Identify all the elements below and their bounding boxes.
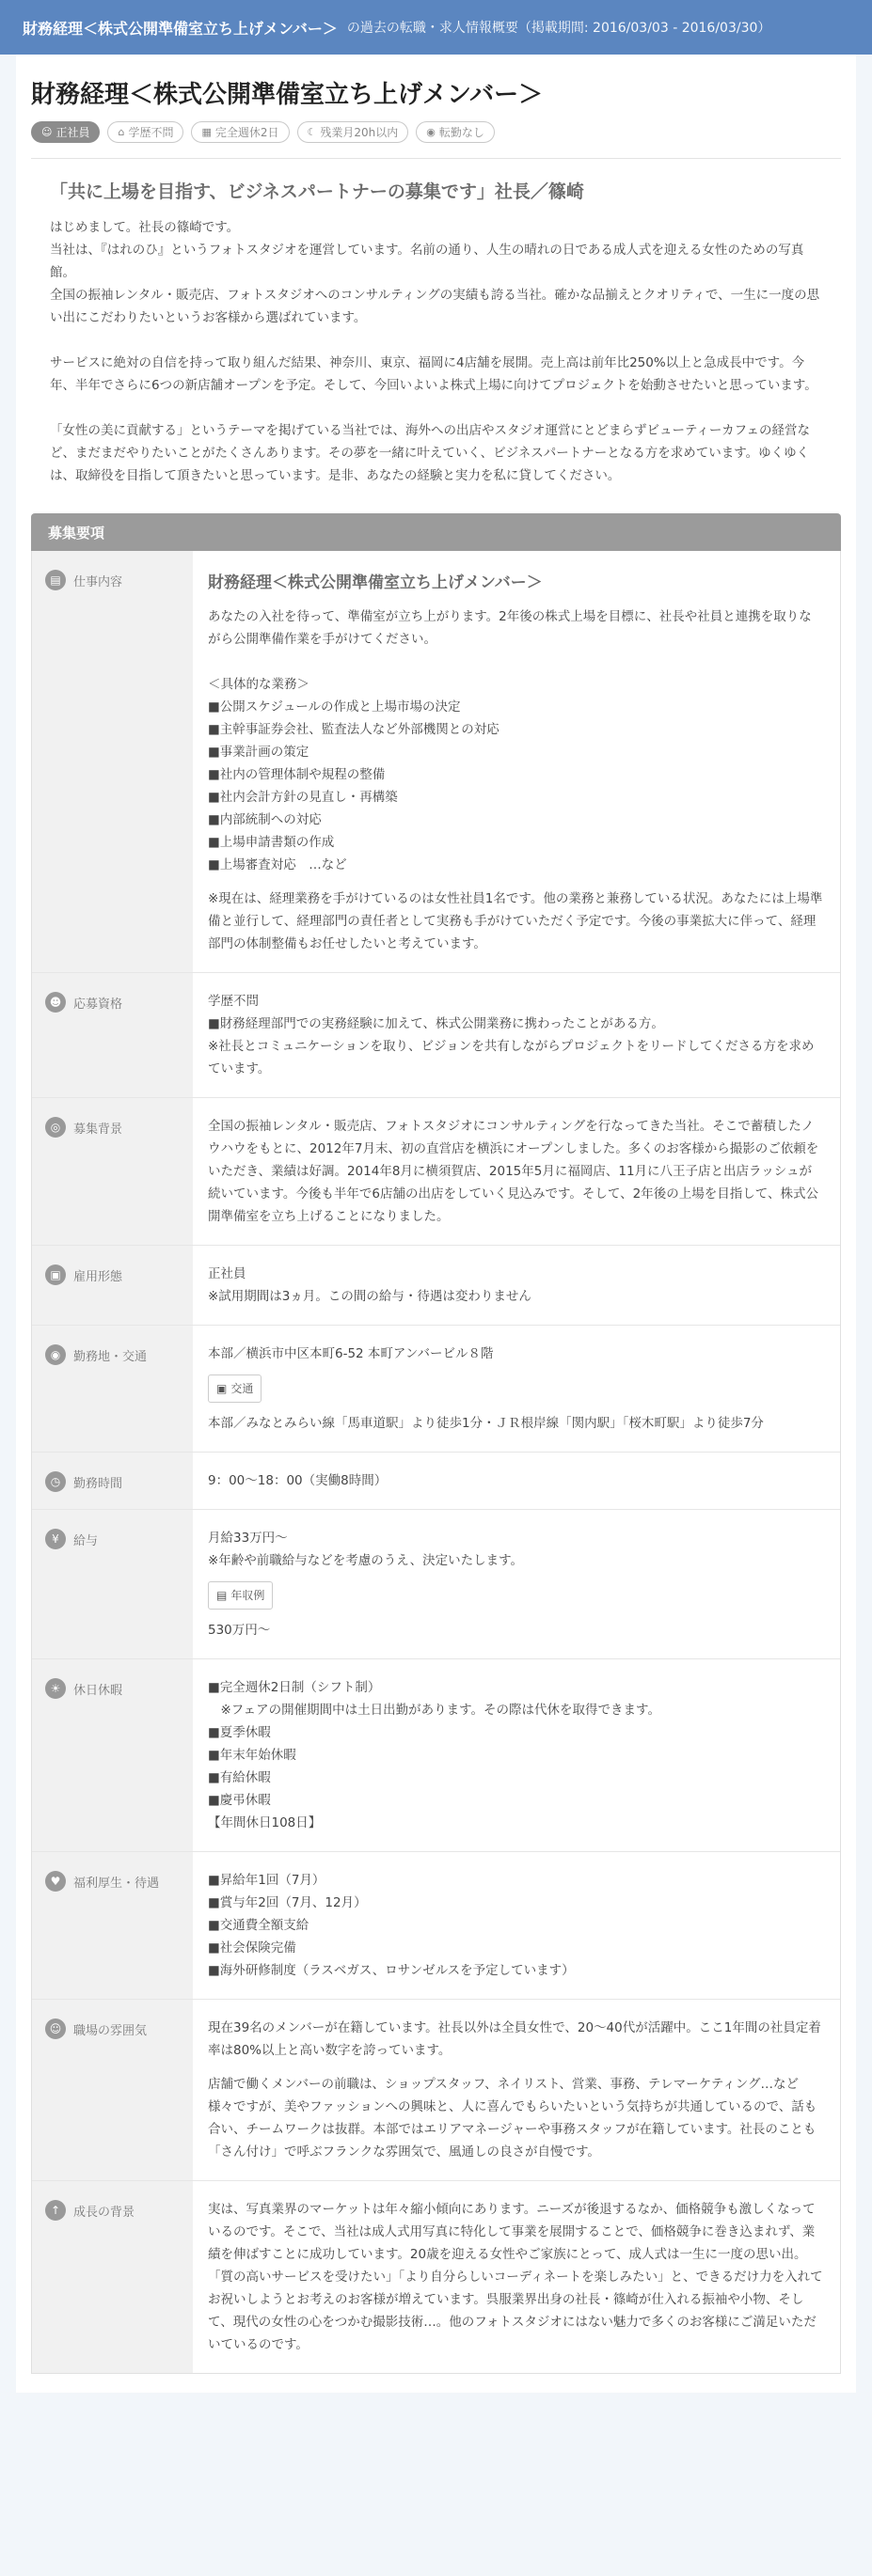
intro-text: はじめまして。社長の篠崎です。 当社は、『はれのひ』というフォトスタジオを運営しています。名前の通り、人生の晴れの日である成人式を迎える女性のための写真館。 全国の振袖レンタル・販売店、フォトスタジオへのコンサルティングの実績も誇る当社。確かな品揃えとクオリティで、一生に一度の思い出にこだわりたいというお客様から選ばれています。 サービスに絶対の自信を持って取り組んだ結果、神奈川、東京、福岡に4店舗を展開。売上高は前年比250%以上と急成長中です。今年、半年でさらに6つの新店舗オープンを予定。そして、今回いよいよ株式上場に向けてプロジェクトを始動させたいと思っています。 「女性の美に貢献する」というテーマを掲げている当社では、海外への出店やスタジオ運営にとどまらずビューティーカフェの経営など、まだまだやりたいことがたくさんあります。その夢を一緒に叶えていく、ビジネスパートナーとなる方を求めています。ゆくゆくは、取締役を目指して頂きたいと思っています。是非、あなたの経験と実力を私に貸してください。 — [50, 220, 820, 483]
heart-icon: ♥ — [45, 1871, 66, 1892]
tag-label: 転勤なし — [438, 126, 484, 139]
work-subtitle: 財務経理＜株式公開準備室立ち上げメンバー＞ — [208, 573, 543, 592]
location-pin-icon: ◉ — [45, 1344, 66, 1365]
tag-full-time — [31, 121, 100, 143]
target-icon: ◎ — [45, 1117, 66, 1138]
tag-holidays — [191, 121, 289, 143]
annual-income-badge — [208, 1581, 273, 1610]
row-label: 雇用形態 — [73, 1270, 123, 1284]
document-icon: ▤ — [216, 1589, 228, 1602]
tag-education — [107, 121, 183, 143]
row-benefits — [32, 1852, 840, 2000]
tag-overtime — [297, 121, 409, 143]
tag-label: 学歴不問 — [128, 126, 174, 139]
row-employment — [32, 1246, 840, 1326]
holidays-text: ■完全週休2日制（シフト制） ※フェアの開催期間中は土日出勤があります。その際は代休を取得できます。 ■夏季休暇 ■年末年始休暇 ■有給休暇 ■慶弔休暇 【年間休日108日】 — [208, 1680, 660, 1830]
page-title: 財務経理＜株式公開準備室立ち上げメンバー＞ — [31, 81, 544, 109]
atmosphere-text-2: 店舗で働くメンバーの前職は、ショップスタッフ、ネイリスト、営業、事務、テレマーケティング…など様々ですが、美やファッションへの興味と、人に喜んでもらいたいという気持ちが共通しているので、話も合い、チームワークは抜群。本部ではエリアマネージャーや事務スタッフが在籍しています。社長のことも「さん付け」で呼ぶフランクな雰囲気で、風通しの良さが自慢です。 — [208, 2077, 817, 2160]
row-qualification — [32, 973, 840, 1098]
row-salary — [32, 1510, 840, 1659]
row-label: 応募資格 — [73, 997, 123, 1012]
qualification-text: 学歴不問 ■財務経理部門での実務経験に加えて、株式公開業務に携わったことがある方。 ※社長とコミュニケーションを取り、ビジョンを共有しながらプロジェクトをリードしてくださる方を求めています。 — [208, 994, 815, 1076]
work-text: あなたの入社を待って、準備室が立ち上がります。2年後の株式上場を目標に、社長や社員と連携を取りながら公開準備作業を手がけてください。 ＜具体的な業務＞ ■公開スケジュールの作成と上場市場の決定 ■主幹事証券会社、監査法人など外部機関との対応 ■事業計画の策定 ■社内の管理体制や規程の整備 ■社内会計方針の見直し・再構築 ■内部統制への対応 ■上場申請書類の作成 ■上場審査対応 …など — [208, 609, 812, 872]
work-note: ※現在は、経理業務を手がけているのは女性社員1名です。他の業務と兼務している状況。あなたには上場準備と並行して、経理部門の責任者として実務も手がけていただく予定です。今後の事業拡大に伴って、経理部門の体制整備もお任せしたいと考えています。 — [208, 891, 823, 951]
yen-icon: ¥ — [45, 1529, 66, 1549]
benefits-text: ■昇給年1回（7月） ■賞与年2回（7月、12月） ■交通費全額支給 ■社会保険完備 ■海外研修制度（ラスベガス、ロサンゼルスを予定しています） — [208, 1873, 575, 1978]
row-growth — [32, 2181, 840, 2373]
atmosphere-text: 現在39名のメンバーが在籍しています。社長以外は全員女性で、20～40代が活躍中。ここ1年間の社員定着率は80%以上と高い数字を誇っています。 — [208, 2020, 821, 2058]
train-icon: ▣ — [216, 1382, 228, 1395]
person-icon: ☻ — [45, 992, 66, 1013]
row-label: 成長の背景 — [73, 2206, 135, 2220]
row-hours — [32, 1453, 840, 1510]
row-label: 勤務地・交通 — [73, 1350, 148, 1364]
tag-label: 残業月20h以内 — [320, 126, 399, 139]
row-holidays — [32, 1659, 840, 1852]
annual-label: 年収例 — [230, 1589, 265, 1602]
row-label: 勤務時間 — [73, 1477, 123, 1491]
growth-arrow-icon: ↑ — [45, 2200, 66, 2221]
transport-badge — [208, 1374, 262, 1403]
id-card-icon: ▣ — [45, 1264, 66, 1285]
header-job-title[interactable]: 財務経理＜株式公開準備室立ち上げメンバー＞ — [23, 19, 338, 38]
moon-icon: ☾ — [307, 126, 317, 138]
salary-text: 月給33万円～ ※年齢や前職給与などを考慮のうえ、決定いたします。 — [208, 1531, 524, 1568]
tag-label: 正社員 — [55, 126, 90, 139]
row-label: 職場の雰囲気 — [73, 2024, 148, 2038]
row-location — [32, 1326, 840, 1453]
background-text: 全国の振袖レンタル・販売店、フォトスタジオにコンサルティングを行なってきた当社。そこで蓄積したノウハウをもとに、2012年7月末、初の直営店を横浜にオープンしました。多くのお客様から撮影のご依頼をいただき、業績は好調。2014年8月に横須賀店、2015年5月に福岡店、11月に八王子店と出店ラッシュが続いています。今後も半年で6店舗の出店をしていく見込みです。そして、2年後の上場を目指して、株式公開準備室を立ち上げることになりました。 — [208, 1119, 819, 1224]
location-address: 本部／横浜市中区本町6-52 本町アンバービル８階 — [208, 1346, 494, 1361]
requirements-table — [31, 551, 841, 2374]
row-atmosphere — [32, 2000, 840, 2181]
top-header-bar — [0, 0, 872, 55]
job-card — [16, 55, 856, 2393]
clock-icon: ◷ — [45, 1471, 66, 1492]
header-period-text: の過去の転職・求人情報概要（掲載期間: 2016/03/03 - 2016/03/30） — [346, 21, 771, 36]
row-label: 給与 — [73, 1534, 99, 1548]
graduation-cap-icon: ⌂ — [118, 126, 125, 138]
growth-text: 実は、写真業界のマーケットは年々縮小傾向にあります。ニーズが後退するなか、価格競争も激しくなっているのです。そこで、当社は成人式用写真に特化して事業を展開することで、価格競争に巻き込まれず、業績を伸ばすことに成功しています。20歳を迎える女性やご家族にとって、成人式は一生に一度の思い出。「質の高いサービスを受けたい」「より自分らしいコーディネートを楽しみたい」と、できるだけ力を入れてお祝いしようとお考えのお客様が増えています。呉服業界出身の社長・篠崎が仕入れる振袖や小物、そして、現代の女性の心をつかむ撮影技術…。他のフォトスタジオにはない魅力で多くのお客様にご満足いただいているのです。 — [208, 2202, 823, 2352]
tag-no-transfer — [416, 121, 495, 143]
row-work — [32, 551, 840, 973]
calendar-icon: ▦ — [201, 126, 212, 138]
divider — [31, 158, 841, 159]
hours-text: 9：00～18：00（実働8時間） — [208, 1473, 388, 1488]
row-label: 募集背景 — [73, 1123, 123, 1137]
row-background — [32, 1098, 840, 1246]
transport-text: 本部／みなとみらい線「馬車道駅」より徒歩1分・ＪＲ根岸線「関内駅」「桜木町駅」より徒歩7分 — [208, 1416, 764, 1431]
annual-income-text: 530万円～ — [208, 1623, 271, 1638]
sun-icon: ☀ — [45, 1678, 66, 1699]
condition-tags — [31, 121, 841, 143]
catch-copy: 「共に上場を目指す、ビジネスパートナーの募集です」社長／篠崎 — [50, 181, 584, 202]
row-label: 仕事内容 — [73, 575, 123, 589]
transport-label: 交通 — [230, 1382, 254, 1395]
tag-label: 完全週休2日 — [214, 126, 279, 139]
row-label: 休日休暇 — [73, 1684, 123, 1698]
smile-icon: ☺ — [45, 2018, 66, 2039]
person-icon: ☺ — [41, 126, 53, 138]
section-heading: 募集要項 — [31, 513, 841, 551]
briefcase-icon: ▤ — [45, 570, 66, 590]
location-pin-icon: ◉ — [426, 126, 436, 138]
row-label: 福利厚生・待遇 — [73, 1877, 160, 1891]
employment-text: 正社員 ※試用期間は3ヵ月。この間の給与・待遇は変わりません — [208, 1266, 531, 1304]
